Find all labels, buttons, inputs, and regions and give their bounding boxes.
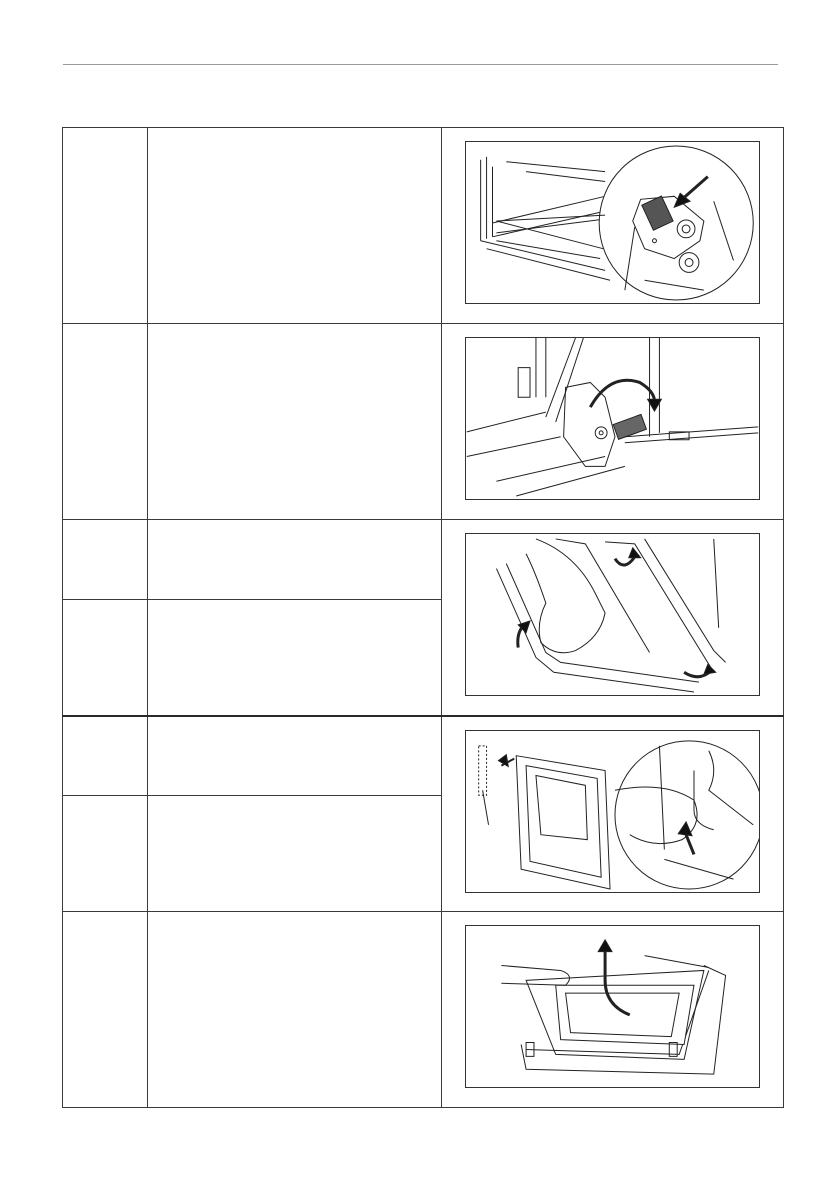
instruction-table bbox=[62, 127, 784, 1108]
step-number-cell bbox=[63, 912, 148, 1108]
step-image-cell bbox=[442, 128, 784, 324]
step-number-cell bbox=[63, 600, 148, 716]
glass-panel-lift-icon bbox=[465, 925, 760, 1088]
step-text-cell bbox=[148, 912, 442, 1108]
oven-door-hinge-lever-icon bbox=[465, 141, 760, 304]
header-rule bbox=[63, 64, 778, 65]
step-text-cell bbox=[148, 600, 442, 716]
step-image-cell bbox=[442, 520, 784, 716]
step-number-cell bbox=[63, 324, 148, 520]
step-row-5 bbox=[63, 716, 784, 796]
door-lift-out-icon bbox=[465, 533, 760, 696]
step-text-cell bbox=[148, 716, 442, 796]
step-number-cell bbox=[63, 716, 148, 796]
step-text-cell bbox=[148, 796, 442, 912]
step-number-cell bbox=[63, 520, 148, 600]
step-text-cell bbox=[148, 324, 442, 520]
step-row-3 bbox=[63, 520, 784, 600]
hinge-lever-rotate-icon bbox=[465, 337, 760, 500]
glass-panel-trim-removal-icon bbox=[465, 730, 760, 893]
step-number-cell bbox=[63, 796, 148, 912]
step-image-cell bbox=[442, 912, 784, 1108]
step-number-cell bbox=[63, 128, 148, 324]
step-row-7 bbox=[63, 912, 784, 1108]
step-image-cell bbox=[442, 324, 784, 520]
step-row-1 bbox=[63, 128, 784, 324]
step-image-cell bbox=[442, 716, 784, 912]
step-text-cell bbox=[148, 128, 442, 324]
step-text-cell bbox=[148, 520, 442, 600]
step-row-2 bbox=[63, 324, 784, 520]
